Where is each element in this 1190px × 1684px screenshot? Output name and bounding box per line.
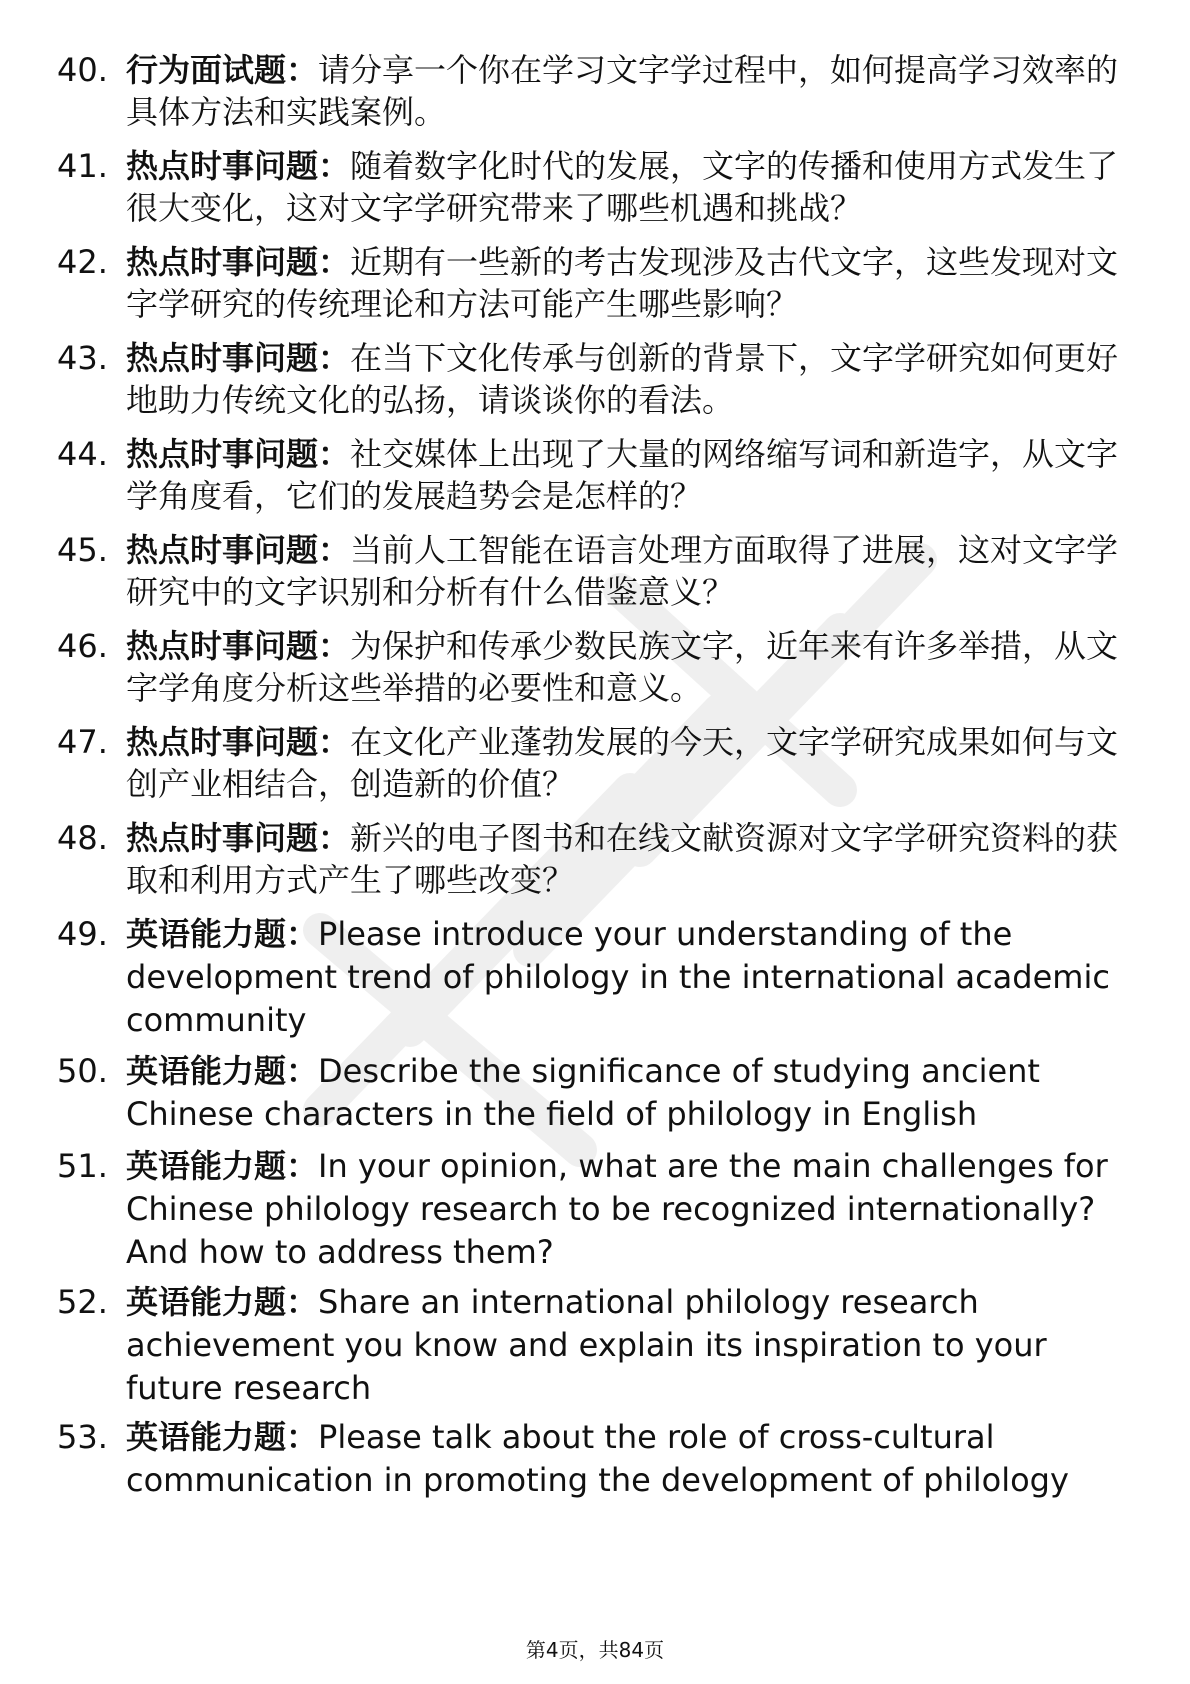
question-text: 为保护和传承少数民族文字，近年来有许多举措，从文字学角度分析这些举措的必要性和意义。 xyxy=(126,627,1119,707)
question-number: 51. xyxy=(57,1147,108,1185)
question-number: 42. xyxy=(57,243,108,281)
question-body xyxy=(126,337,1126,421)
question-number: 46. xyxy=(57,627,108,665)
question-number: 50. xyxy=(57,1052,108,1090)
question-body xyxy=(126,241,1126,325)
question-number: 44. xyxy=(57,435,108,473)
question-body xyxy=(126,529,1126,613)
question-category: 热点时事问题： xyxy=(126,435,351,473)
question-body xyxy=(126,625,1126,709)
question-body xyxy=(126,721,1126,805)
question-category: 英语能力题： xyxy=(126,915,319,953)
question-category: 热点时事问题： xyxy=(126,723,351,761)
question-number: 40. xyxy=(57,51,108,89)
question-category: 热点时事问题： xyxy=(126,531,351,569)
question-text: Describe the significance of studying ancient Chinese characters in the field of philology in English xyxy=(126,1052,1040,1133)
question-body xyxy=(126,1281,1126,1410)
question-category: 英语能力题： xyxy=(126,1418,319,1456)
question-category: 热点时事问题： xyxy=(126,819,351,857)
question-text: 在文化产业蓬勃发展的今天，文字学研究成果如何与文创产业相结合，创造新的价值？ xyxy=(126,723,1119,803)
question-body xyxy=(126,145,1126,229)
question-category: 热点时事问题： xyxy=(126,243,351,281)
question-number: 52. xyxy=(57,1283,108,1321)
question-body xyxy=(126,817,1126,901)
question-text: 新兴的电子图书和在线文献资源对文字学研究资料的获取和利用方式产生了哪些改变？ xyxy=(126,819,1119,899)
question-body xyxy=(126,49,1126,133)
question-number: 45. xyxy=(57,531,108,569)
page-number-footer: 第4页，共84页 xyxy=(525,1638,665,1662)
question-body xyxy=(126,1416,1126,1502)
question-category: 英语能力题： xyxy=(126,1283,319,1321)
question-text: 随着数字化时代的发展，文字的传播和使用方式发生了很大变化，这对文字学研究带来了哪些机遇和挑战？ xyxy=(126,147,1119,227)
question-text: 近期有一些新的考古发现涉及古代文字，这些发现对文字学研究的传统理论和方法可能产生哪些影响？ xyxy=(126,243,1119,323)
question-text: Share an international philology research achievement you know and explain its inspiration to your future research xyxy=(126,1283,1047,1407)
question-number: 53. xyxy=(57,1418,108,1456)
question-text: 社交媒体上出现了大量的网络缩写词和新造字，从文字学角度看，它们的发展趋势会是怎样的？ xyxy=(126,435,1119,515)
question-text: Please talk about the role of cross-cultural communication in promoting the development of philology xyxy=(126,1418,1069,1499)
question-text: In your opinion, what are the main challenges for Chinese philology research to be recognized internationally? And how to address them? xyxy=(126,1147,1108,1271)
question-number: 43. xyxy=(57,339,108,377)
question-number: 47. xyxy=(57,723,108,761)
question-category: 英语能力题： xyxy=(126,1147,319,1185)
question-text: Please introduce your understanding of the development trend of philology in the international academic community xyxy=(126,915,1110,1039)
question-body xyxy=(126,913,1126,1042)
question-category: 热点时事问题： xyxy=(126,339,351,377)
question-body xyxy=(126,1145,1126,1274)
question-text: 当前人工智能在语言处理方面取得了进展，这对文字学研究中的文字识别和分析有什么借鉴意义？ xyxy=(126,531,1119,611)
question-category: 行为面试题： xyxy=(126,51,319,89)
question-body xyxy=(126,433,1126,517)
question-body xyxy=(126,1050,1126,1136)
question-category: 英语能力题： xyxy=(126,1052,319,1090)
question-category: 热点时事问题： xyxy=(126,627,351,665)
question-text: 请分享一个你在学习文字学过程中，如何提高学习效率的具体方法和实践案例。 xyxy=(126,51,1119,131)
question-text: 在当下文化传承与创新的背景下，文字学研究如何更好地助力传统文化的弘扬，请谈谈你的看法。 xyxy=(126,339,1119,419)
question-number: 41. xyxy=(57,147,108,185)
question-number: 48. xyxy=(57,819,108,857)
question-number: 49. xyxy=(57,915,108,953)
question-category: 热点时事问题： xyxy=(126,147,351,185)
